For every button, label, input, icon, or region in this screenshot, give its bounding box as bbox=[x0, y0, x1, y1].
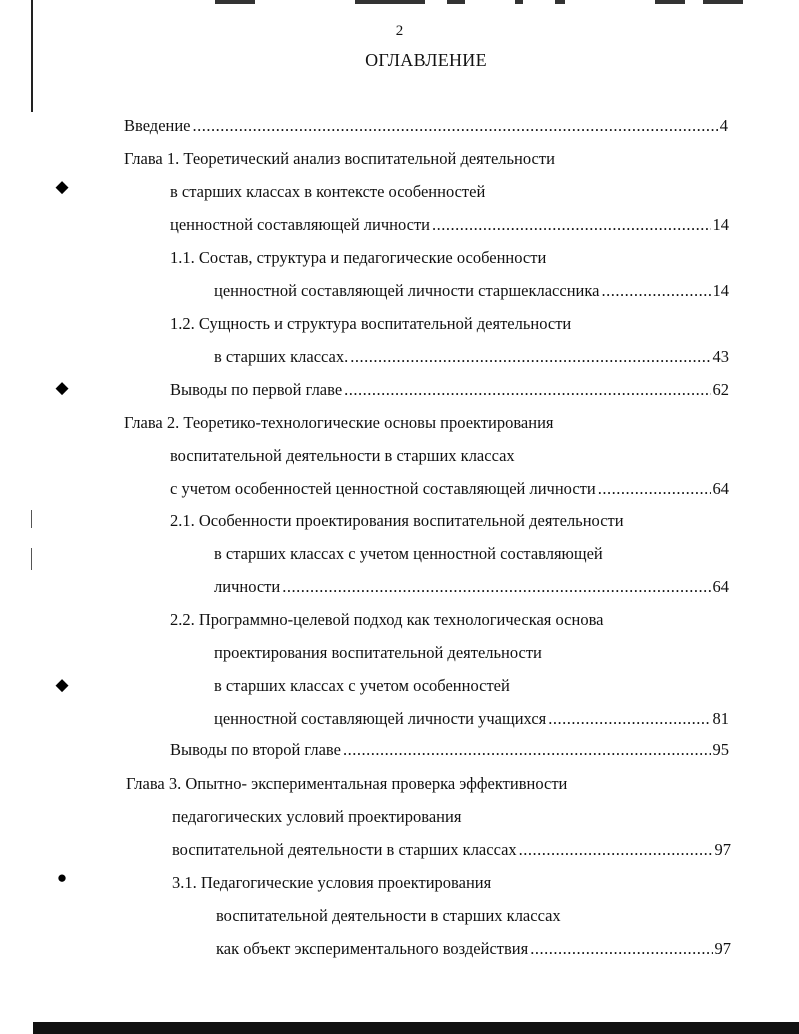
toc-section-2-1-line: 2.1. Особенности проектирования воспитательной деятельности bbox=[170, 511, 624, 530]
toc-entry-text: ценностной составляющей личности старшеклассника bbox=[214, 281, 600, 300]
toc-leader-dots bbox=[601, 280, 710, 302]
toc-page-number: 64 bbox=[712, 479, 729, 498]
toc-leader-dots bbox=[193, 115, 718, 137]
toc-page-number: 4 bbox=[719, 116, 728, 135]
toc-entry-section-2-1[interactable] bbox=[214, 576, 729, 598]
toc-leader-dots bbox=[432, 214, 710, 236]
toc-page-number: 95 bbox=[712, 740, 729, 759]
toc-entry-text: личности bbox=[214, 577, 281, 596]
toc-entry-text: с учетом особенностей ценностной составляющей личности bbox=[170, 479, 596, 498]
toc-entry-chapter-2[interactable] bbox=[170, 478, 729, 500]
toc-entry-text: ценностной составляющей личности bbox=[170, 215, 431, 234]
page-title: ОГЛАВЛЕНИЕ bbox=[365, 50, 487, 70]
toc-page-number: 97 bbox=[714, 939, 731, 958]
toc-entry-text: Выводы по первой главе bbox=[170, 380, 343, 399]
toc-leader-dots bbox=[350, 346, 710, 368]
toc-section-1-1-line: 1.1. Состав, структура и педагогические особенности bbox=[170, 248, 547, 267]
toc-entry-text: ценностной составляющей личности учащихся bbox=[214, 709, 547, 728]
toc-leader-dots bbox=[282, 576, 710, 598]
toc-page-number: 97 bbox=[714, 840, 731, 859]
toc-leader-dots bbox=[530, 938, 712, 960]
margin-mark-icon: ◆ bbox=[55, 177, 69, 196]
toc-page-number: 43 bbox=[712, 347, 729, 366]
toc-entry-conclusions-1[interactable] bbox=[170, 379, 729, 401]
toc-leader-dots bbox=[344, 379, 710, 401]
margin-mark-icon: ● bbox=[56, 868, 68, 887]
toc-page-number: 81 bbox=[712, 709, 729, 728]
toc-entry-text: как объект экспериментального воздействия bbox=[216, 939, 529, 958]
margin-mark-icon: ◆ bbox=[55, 675, 69, 694]
toc-section-2-1-line: в старших классах с учетом ценностной составляющей bbox=[214, 544, 603, 563]
toc-page-number: 64 bbox=[712, 577, 729, 596]
toc-chapter-3-title-line: Глава 3. Опытно- экспериментальная проверка эффективности bbox=[126, 774, 568, 793]
toc-leader-dots bbox=[519, 839, 713, 861]
toc-chapter-2-title-line: воспитательной деятельности в старших классах bbox=[170, 446, 515, 465]
toc-section-2-2-line: в старших классах с учетом особенностей bbox=[214, 676, 510, 695]
toc-entry-text: Введение bbox=[124, 116, 191, 135]
scan-artifact-top bbox=[215, 0, 743, 5]
toc-entry-intro[interactable] bbox=[124, 115, 728, 137]
toc-leader-dots bbox=[598, 478, 711, 500]
toc-section-3-1-line: 3.1. Педагогические условия проектирования bbox=[172, 873, 492, 892]
toc-chapter-2-title-line: Глава 2. Теоретико-технологические основы проектирования bbox=[124, 413, 554, 432]
page-number: 2 bbox=[395, 23, 404, 39]
toc-leader-dots bbox=[343, 739, 711, 761]
toc-entry-chapter-3[interactable] bbox=[172, 839, 731, 861]
toc-chapter-1-title-line: в старших классах в контексте особенностей bbox=[170, 182, 486, 201]
toc-entry-conclusions-2[interactable] bbox=[170, 739, 729, 761]
scan-left-tick bbox=[31, 548, 32, 570]
toc-chapter-1-title-line: Глава 1. Теоретический анализ воспитательной деятельности bbox=[124, 149, 555, 168]
toc-entry-section-1-1[interactable] bbox=[214, 280, 729, 302]
toc-entry-section-3-1[interactable] bbox=[216, 938, 731, 960]
toc-entry-section-2-2[interactable] bbox=[214, 708, 729, 730]
scan-bottom-bar bbox=[33, 1022, 799, 1034]
toc-section-1-2-line: 1.2. Сущность и структура воспитательной деятельности bbox=[170, 314, 572, 333]
margin-mark-icon: ◆ bbox=[55, 378, 69, 397]
toc-chapter-3-title-line: педагогических условий проектирования bbox=[172, 807, 462, 826]
toc-entry-section-1-2[interactable] bbox=[214, 346, 729, 368]
toc-entry-chapter-1[interactable] bbox=[170, 214, 729, 236]
toc-section-3-1-line: воспитательной деятельности в старших классах bbox=[216, 906, 561, 925]
toc-entry-text: в старших классах. bbox=[214, 347, 349, 366]
toc-page-number: 14 bbox=[712, 215, 729, 234]
toc-page-number: 62 bbox=[712, 380, 729, 399]
toc-section-2-2-line: 2.2. Программно-целевой подход как технологическая основа bbox=[170, 610, 604, 629]
toc-page-number: 14 bbox=[712, 281, 729, 300]
toc-entry-text: воспитательной деятельности в старших классах bbox=[172, 840, 517, 859]
toc-entry-text: Выводы по второй главе bbox=[170, 740, 341, 759]
toc-leader-dots bbox=[548, 708, 710, 730]
scan-left-tick bbox=[31, 510, 32, 528]
toc-section-2-2-line: проектирования воспитательной деятельности bbox=[214, 643, 542, 662]
